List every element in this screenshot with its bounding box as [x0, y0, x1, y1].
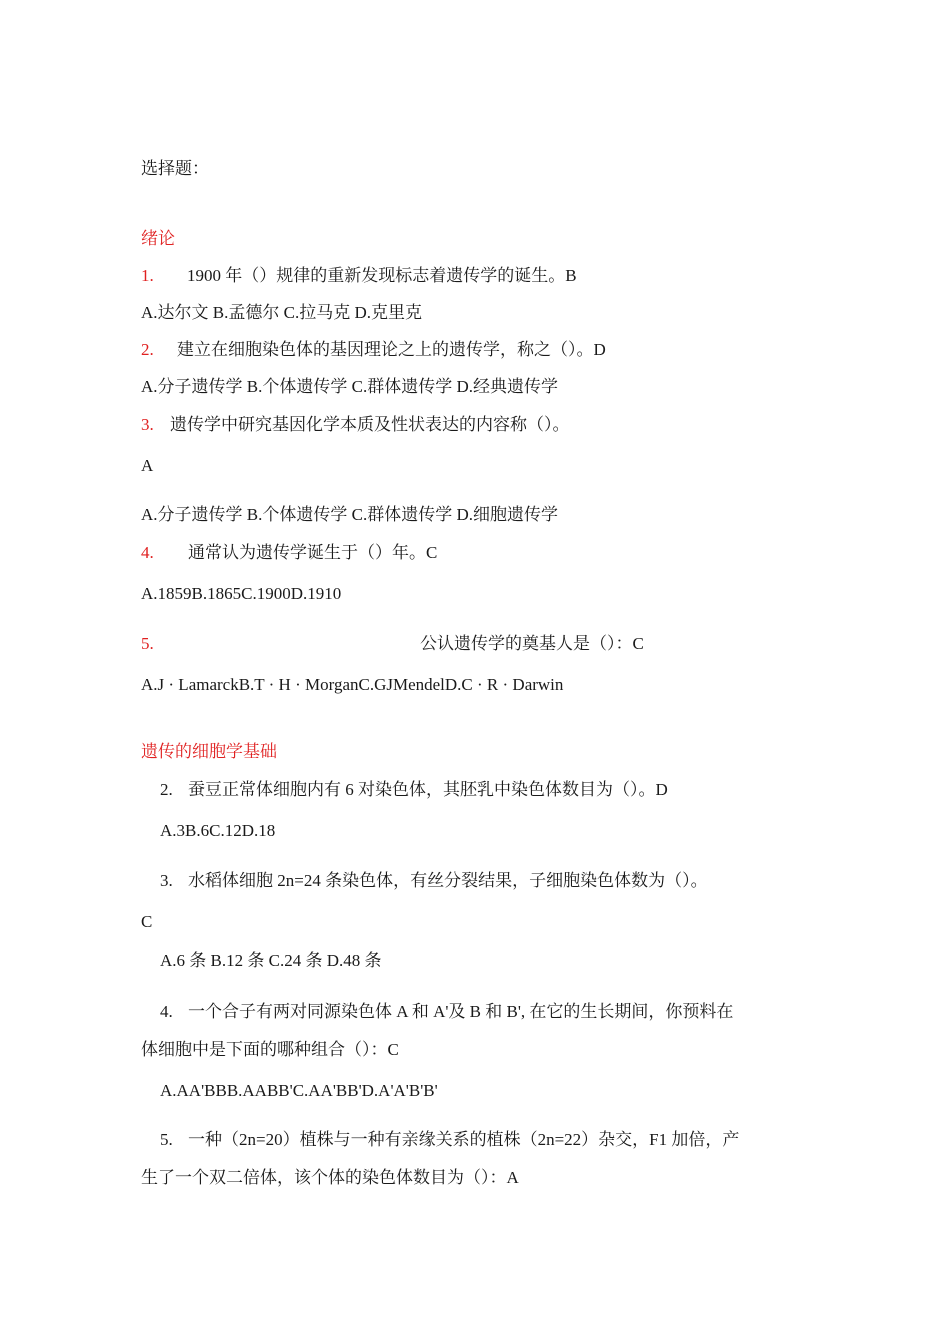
question-s2-5-line2: 生了一个双二倍体，该个体的染色体数目为（）：A [141, 1168, 519, 1187]
question-number: 4. [160, 1002, 173, 1021]
question-number: 5. [160, 1130, 173, 1149]
question-text: 1900 年（）规律的重新发现标志着遗传学的诞生。B [187, 266, 577, 285]
question-number: 3. [141, 415, 154, 434]
question-s2-3-answer: C [141, 912, 153, 931]
question-s2-2 [160, 779, 668, 801]
question-s2-2-options: A.3B.6C.12D.18 [160, 821, 276, 840]
question-text: 公认遗传学的奠基人是（）：C [420, 634, 644, 653]
question-2-options: A.分子遗传学 B.个体遗传学 C.群体遗传学 D.经典遗传学 [141, 377, 558, 396]
question-text: 一种（2n=20）植株与一种有亲缘关系的植株（2n=22）杂交，F1 加倍，产 [188, 1130, 740, 1149]
question-2 [141, 339, 606, 361]
question-s2-4 [160, 1001, 733, 1023]
question-text: 建立在细胞染色体的基因理论之上的遗传学，称之（）。D [177, 340, 606, 359]
question-number: 5. [141, 634, 154, 653]
question-5-options: A.J · LamarckB.T · H · MorganC.GJMendelD.C · R · Darwin [141, 675, 564, 694]
question-4-options: A.1859B.1865C.1900D.1910 [141, 584, 342, 603]
question-text: 遗传学中研究基因化学本质及性状表达的内容称（）。 [170, 415, 570, 434]
question-1-options: A.达尔文 B.孟德尔 C.拉马克 D.克里克 [141, 303, 422, 322]
question-3 [141, 414, 570, 436]
question-text: 蚕豆正常体细胞内有 6 对染色体，其胚乳中染色体数目为（）。D [188, 780, 668, 799]
question-text: 一个合子有两对同源染色体 A 和 A'及 B 和 B', 在它的生长期间，你预料在 [188, 1002, 734, 1021]
question-number: 2. [141, 340, 154, 359]
question-text: 通常认为遗传学诞生于（）年。C [188, 543, 438, 562]
question-4 [141, 542, 437, 564]
question-s2-4-options: A.AA'BBB.AABB'C.AA'BB'D.A'A'B'B' [160, 1081, 438, 1100]
question-s2-5 [160, 1129, 739, 1151]
question-number: 1. [141, 266, 154, 285]
question-5 [141, 633, 644, 655]
question-text: 水稻体细胞 2n=24 条染色体，有丝分裂结果，子细胞染色体数为（）。 [188, 871, 708, 890]
section-title-cytology: 遗传的细胞学基础 [141, 742, 277, 761]
question-s2-4-line2: 体细胞中是下面的哪种组合（）：C [141, 1040, 399, 1059]
question-s2-3 [160, 870, 708, 892]
question-number: 2. [160, 780, 173, 799]
question-number: 3. [160, 871, 173, 890]
question-3-options: A.分子遗传学 B.个体遗传学 C.群体遗传学 D.细胞遗传学 [141, 505, 558, 524]
question-3-answer: A [141, 456, 154, 475]
question-s2-3-options: A.6 条 B.12 条 C.24 条 D.48 条 [160, 951, 382, 970]
question-1 [141, 265, 577, 287]
section-title-intro: 绪论 [141, 229, 175, 248]
question-number: 4. [141, 543, 154, 562]
page-heading: 选择题： [141, 159, 209, 178]
